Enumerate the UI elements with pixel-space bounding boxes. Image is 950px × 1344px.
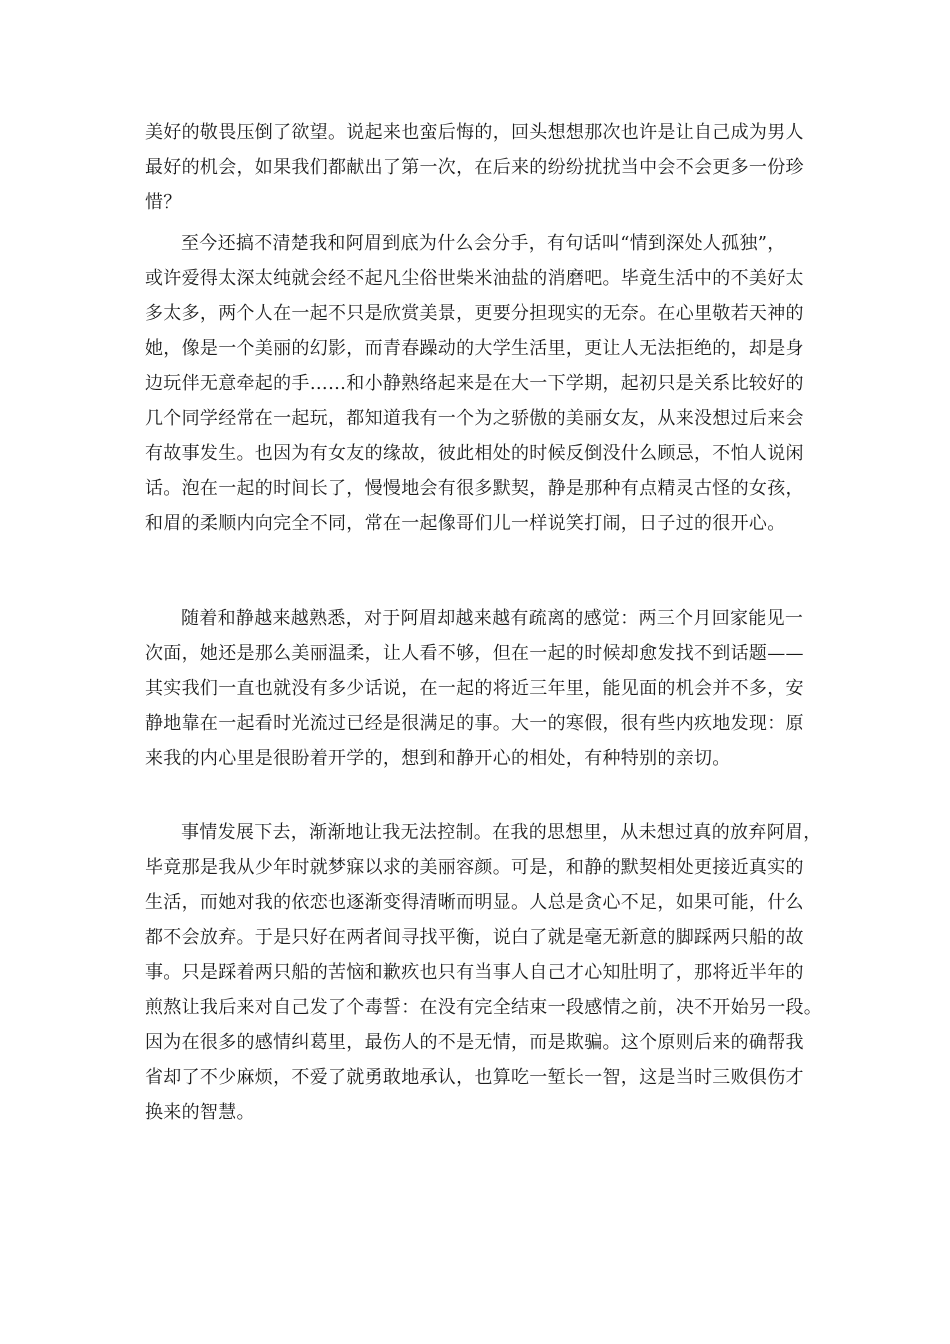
text-line: 毕竟那是我从少年时就梦寐以求的美丽容颜。可是，和静的默契相处更接近真实的: [145, 857, 804, 878]
text-line: 因为在很多的感情纠葛里，最伤人的不是无情，而是欺骗。这个原则后来的确帮我: [145, 1032, 804, 1053]
text-line: 其实我们一直也就没有多少话说，在一起的将近三年里，能见面的机会并不多，安: [145, 678, 804, 699]
paragraph-3: [145, 601, 810, 776]
text-line: 有故事发生。也因为有女友的缘故，彼此相处的时候反倒没什么顾忌，不怕人说闲: [145, 443, 804, 464]
text-line: 都不会放弃。于是只好在两者间寻找平衡，说白了就是毫无新意的脚踩两只船的故: [145, 927, 804, 948]
text-line: 换来的智慧。: [145, 1102, 255, 1123]
text-line: 话。泡在一起的时间长了，慢慢地会有很多默契，静是那种有点精灵古怪的女孩，: [145, 478, 804, 499]
text-line: 至今还搞不清楚我和阿眉到底为什么会分手，有句话叫“情到深处人孤独”，: [181, 233, 786, 254]
text-line: 生活，而她对我的依恋也逐渐变得清晰而明显。人总是贪心不足，如果可能，什么: [145, 892, 804, 913]
text-line: 最好的机会，如果我们都献出了第一次，在后来的纷纷扰扰当中会不会更多一份珍: [145, 157, 804, 178]
text-line: 来我的内心里是很盼着开学的，想到和静开心的相处，有种特别的亲切。: [145, 748, 731, 769]
text-line: 美好的敬畏压倒了欲望。说起来也蛮后悔的，回头想想那次也许是让自己成为男人: [145, 122, 804, 143]
text-line: 事。只是踩着两只船的苦恼和歉疚也只有当事人自己才心知肚明了，那将近半年的: [145, 962, 804, 983]
text-line: 随着和静越来越熟悉，对于阿眉却越来越有疏离的感觉：两三个月回家能见一: [181, 608, 804, 629]
paragraph-1: [145, 115, 810, 220]
text-line: 或许爱得太深太纯就会经不起凡尘俗世柴米油盐的消磨吧。毕竟生活中的不美好太: [145, 268, 804, 289]
text-line: 事情发展下去，渐渐地让我无法控制。在我的思想里，从未想过真的放弃阿眉，: [181, 822, 822, 843]
text-line: 边玩伴无意牵起的手……和小静熟络起来是在大一下学期，起初只是关系比较好的: [145, 373, 804, 394]
text-line: 煎熬让我后来对自己发了个毒誓：在没有完全结束一段感情之前，决不开始另一段。: [145, 997, 823, 1018]
text-line: 次面，她还是那么美丽温柔，让人看不够，但在一起的时候却愈发找不到话题——: [145, 643, 804, 664]
text-line: 和眉的柔顺内向完全不同，常在一起像哥们儿一样说笑打闹，日子过的很开心。: [145, 513, 786, 534]
text-line: 几个同学经常在一起玩，都知道我有一个为之骄傲的美丽女友，从来没想过后来会: [145, 408, 804, 429]
text-line: 省却了不少麻烦，不爱了就勇敢地承认，也算吃一堑长一智，这是当时三败俱伤才: [145, 1067, 804, 1088]
paragraph-4: [145, 815, 823, 1130]
text-line: 多太多，两个人在一起不只是欣赏美景，更要分担现实的无奈。在心里敬若天神的: [145, 303, 804, 324]
text-line: 她，像是一个美丽的幻影，而青春躁动的大学生活里，更让人无法拒绝的，却是身: [145, 338, 804, 359]
paragraph-2: [145, 226, 810, 541]
text-line: 静地靠在一起看时光流过已经是很满足的事。大一的寒假，很有些内疚地发现：原: [145, 713, 804, 734]
text-line: 惜？: [145, 192, 182, 213]
